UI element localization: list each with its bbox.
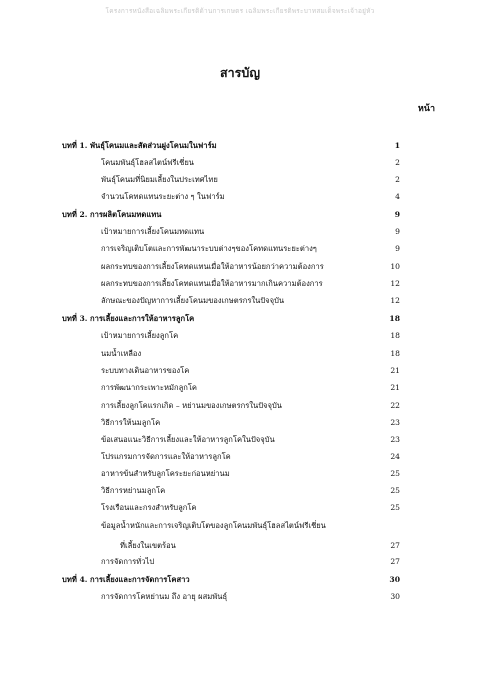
toc-section-entry[interactable]	[0, 555, 480, 569]
toc-entry-title: บทที่ 1. พันธุ์โคนมและสัดส่วนฝูงโคนมในฟาร์ม	[62, 141, 217, 150]
page-column-label: หน้า	[417, 104, 435, 114]
toc-entry-title: การจัดการทั่วไป	[101, 557, 155, 566]
toc-entry-title: การเลี้ยงลูกโคแรกเกิด – หย่านมของเกษตรกรในปัจจุบัน	[101, 401, 282, 410]
toc-entry-page-number: 9	[394, 210, 400, 219]
toc-section-entry[interactable]	[0, 519, 480, 533]
toc-entry-page-number: 30	[390, 592, 400, 601]
toc-section-entry[interactable]	[0, 450, 480, 464]
toc-chapter-entry[interactable]	[0, 573, 480, 587]
toc-entry-page-number: 30	[389, 575, 400, 584]
toc-entry-page-number: 9	[395, 244, 400, 253]
toc-entry-page-number: 1	[394, 141, 400, 150]
toc-entry-title: ข้อเสนอแนะวิธีการเลี้ยงและให้อาหารลูกโคในปัจจุบัน	[101, 435, 275, 444]
toc-entry-title: พันธุ์โคนมที่นิยมเลี้ยงในประเทศไทย	[101, 175, 218, 184]
toc-entry-page-number: 23	[390, 435, 400, 444]
page-title: สารบัญ	[220, 65, 260, 80]
toc-section-entry[interactable]	[0, 277, 480, 291]
toc-entry-page-number: 10	[390, 262, 400, 271]
toc-section-entry[interactable]	[0, 242, 480, 256]
toc-entry-page-number: 18	[389, 314, 400, 323]
toc-entry-title: บทที่ 2. การผลิตโคนมทดแทน	[62, 210, 162, 219]
toc-entry-page-number: 25	[390, 469, 400, 478]
toc-entry-title: ผลกระทบของการเลี้ยงโคทดแทนเมื่อให้อาหารน้อยกว่าความต้องการ	[101, 262, 324, 271]
toc-section-entry[interactable]	[0, 190, 480, 204]
toc-chapter-entry[interactable]	[0, 208, 480, 222]
toc-entry-page-number: 21	[390, 383, 400, 392]
toc-section-entry[interactable]	[0, 399, 480, 413]
toc-entry-page-number: 21	[390, 366, 400, 375]
toc-section-entry[interactable]	[0, 260, 480, 274]
toc-section-entry[interactable]	[0, 381, 480, 395]
toc-section-entry[interactable]	[0, 539, 480, 553]
toc-entry-title: ข้อมูลน้ำหนักและการเจริญเติบโตของลูกโคนมพันธุ์โฮลสไตน์ฟรีเชี่ยน	[101, 521, 326, 530]
toc-entry-page-number: 22	[390, 401, 400, 410]
toc-chapter-entry[interactable]	[0, 139, 480, 153]
toc-entry-title: โปรแกรมการจัดการและให้อาหารลูกโค	[101, 452, 231, 461]
toc-entry-title: เป้าหมายการเลี้ยงลูกโค	[101, 331, 179, 340]
toc-entry-title: โคนมพันธุ์โฮลสไตน์ฟรีเชี่ยน	[101, 158, 194, 167]
toc-entry-page-number: 25	[390, 503, 400, 512]
toc-entry-title: จำนวนโคทดแทนระยะต่าง ๆ ในฟาร์ม	[101, 192, 225, 201]
toc-entry-title: ผลกระทบของการเลี้ยงโคทดแทนเมื่อให้อาหารมากเกินความต้องการ	[101, 279, 323, 288]
toc-section-entry[interactable]	[0, 329, 480, 343]
toc-entry-title: การเจริญเติบโตและการพัฒนาระบบต่างๆของโคทดแทนระยะต่างๆ	[101, 244, 317, 253]
toc-entry-page-number: 12	[390, 296, 400, 305]
toc-entry-page-number: 23	[390, 418, 400, 427]
toc-section-entry[interactable]	[0, 225, 480, 239]
toc-section-entry[interactable]	[0, 156, 480, 170]
toc-entry-page-number: 9	[395, 227, 400, 236]
toc-section-entry[interactable]	[0, 364, 480, 378]
toc-entry-title: นมน้ำเหลือง	[101, 349, 142, 358]
toc-entry-title: วิธีการให้นมลูกโค	[101, 418, 161, 427]
toc-entry-title: การจัดการโคหย่านม ถึง อายุ ผสมพันธุ์	[101, 592, 228, 601]
toc-section-entry[interactable]	[0, 347, 480, 361]
page-header: โครงการหนังสือเฉลิมพระเกียรติด้านการเกษตร เฉลิมพระเกียรติพระบาทสมเด็จพระเจ้าอยู่หัว	[105, 7, 375, 15]
toc-section-entry[interactable]	[0, 294, 480, 308]
toc-entry-page-number: 24	[390, 452, 400, 461]
toc-entry-title: ระบบทางเดินอาหารของโค	[101, 366, 190, 375]
toc-chapter-entry[interactable]	[0, 312, 480, 326]
toc-section-entry[interactable]	[0, 433, 480, 447]
toc-entry-title: การพัฒนากระเพาะหมักลูกโค	[101, 383, 197, 392]
toc-entry-page-number: 27	[390, 541, 400, 550]
toc-entry-page-number: 18	[390, 349, 400, 358]
toc-entry-title: อาหารข้นสำหรับลูกโคระยะก่อนหย่านม	[101, 469, 230, 478]
toc-entry-title: บทที่ 3. การเลี้ยงและการให้อาหารลูกโค	[62, 314, 195, 323]
toc-section-entry[interactable]	[0, 173, 480, 187]
toc-entry-title: ที่เลี้ยงในเขตร้อน	[120, 541, 176, 550]
toc-section-entry[interactable]	[0, 416, 480, 430]
toc-entry-page-number: 2	[395, 175, 400, 184]
toc-entry-page-number: 12	[390, 279, 400, 288]
toc-entry-title: ลักษณะของปัญหาการเลี้ยงโคนมของเกษตรกรในปัจจุบัน	[101, 296, 285, 305]
toc-entry-title: โรงเรือนและกรงสำหรับลูกโค	[101, 503, 197, 512]
toc-section-entry[interactable]	[0, 501, 480, 515]
toc-entry-page-number: 18	[390, 331, 400, 340]
toc-section-entry[interactable]	[0, 484, 480, 498]
toc-section-entry[interactable]	[0, 467, 480, 481]
toc-entry-title: เป้าหมายการเลี้ยงโคนมทดแทน	[101, 227, 205, 236]
toc-entry-page-number: 25	[390, 486, 400, 495]
toc-entry-title: วิธีการหย่านมลูกโค	[101, 486, 166, 495]
toc-entry-page-number: 2	[395, 158, 400, 167]
toc-entry-title: บทที่ 4. การเลี้ยงและการจัดการโคสาว	[62, 575, 190, 584]
toc-section-entry[interactable]	[0, 590, 480, 604]
toc-entry-page-number: 4	[395, 192, 400, 201]
toc-entry-page-number: 27	[390, 557, 400, 566]
